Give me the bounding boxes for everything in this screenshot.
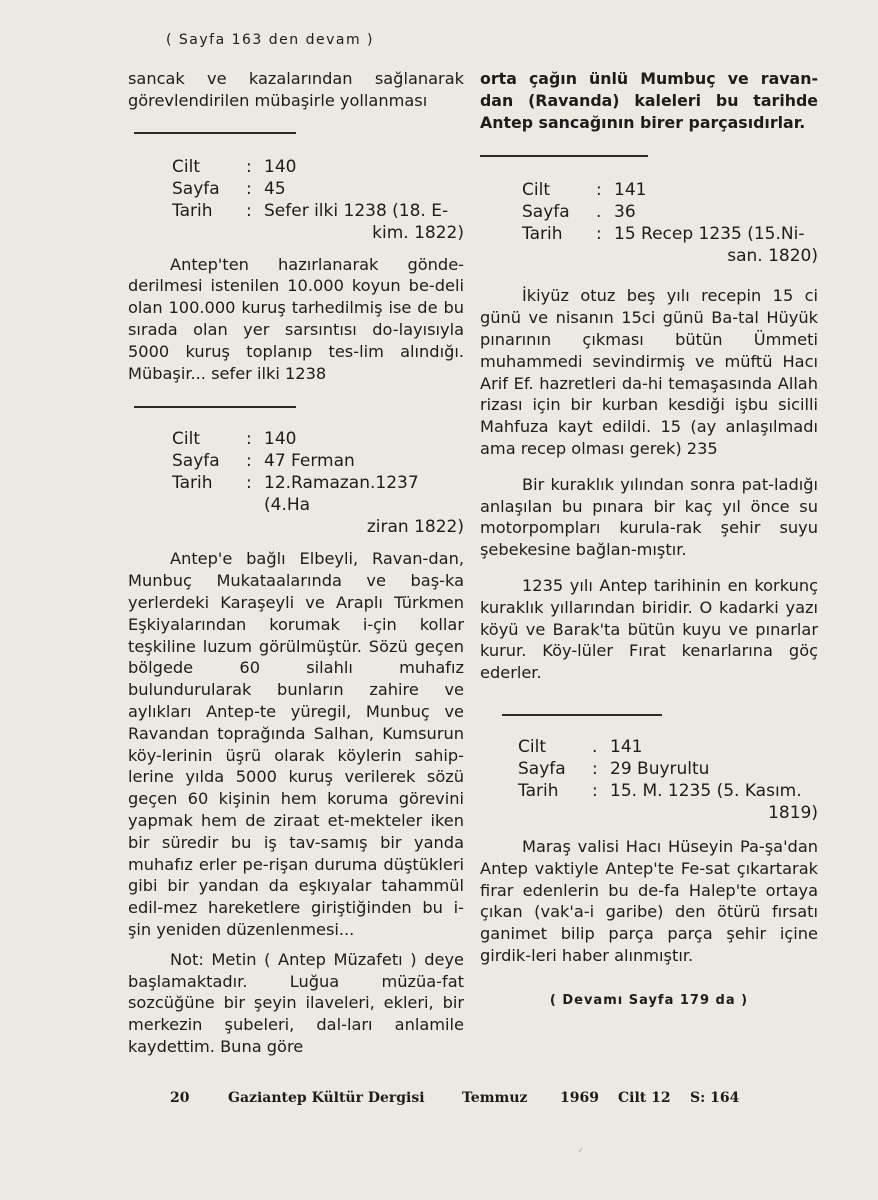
- record-text-3: İkiyüz otuz beş yılı recepin 15 ci günü ve nisanın 15ci günü Ba-tal Hüyük pınarının çıkması bütün Ümmeti muhammedi sevindirmiş ve müftü Hacı Arif Ef. hazretleri da-hi temaşasında Allah rizası için bir kurban kesdiği işbu sicilli Mahfuza kayt edildi. 15 (ay anlaşılmadı ama recep olması gerek) 235: [480, 286, 818, 458]
- issue-month: Temmuz: [462, 1090, 528, 1106]
- tarih-value: 15 Recep 1235 (15.Ni-: [614, 224, 805, 245]
- journal-name: Gaziantep Kültür Dergisi: [228, 1090, 425, 1106]
- tarih-value-continued: 1819): [768, 802, 818, 823]
- volume-number: Cilt 12: [618, 1090, 671, 1106]
- tarih-value: 12.Ramazan.1237 (4.Ha: [264, 473, 419, 516]
- sayfa-value: 36: [614, 202, 636, 223]
- right-column: [480, 68, 818, 1008]
- sayfa-value: 47 Ferman: [264, 451, 355, 472]
- tarih-value: Sefer ilki 1238 (18. E-: [264, 200, 449, 221]
- sayfa-label: Sayfa: [518, 758, 566, 779]
- sayfa-value: 29 Buyrultu: [610, 758, 710, 779]
- section-divider: [134, 132, 296, 134]
- note-paragraph: Not: Metin ( Antep Müzafetı ) deye başlamaktadır. Luğua müzüa-fat sozcüğüne bir şeyin ilaveleri, ekleri, bir merkezin şubeleri, dal-ları anlamile kaydettim. Buna göre: [128, 949, 464, 1056]
- history-paragraph: 1235 yılı Antep tarihinin en korkunç kuraklık yıllarından biridir. O kadarki yazı köyü ve Barak'ta bütün kuyu ve pınarlar kurur. Köy-lüler Fırat kenarlarına göç ederler.: [480, 575, 818, 683]
- cilt-value: 141: [610, 736, 643, 757]
- cilt-label: Cilt: [522, 180, 550, 201]
- record-meta-4: Cilt . 141 Sayfa : 29 Buyrultu Tarih : 15. M. 1235 (5. Kasım. 1819): [518, 736, 818, 823]
- tarih-label: Tarih: [518, 780, 559, 801]
- record-meta-1: Cilt : 140 Sayfa : 45 Tarih : Sefer ilki 1238 (18. E- kim. 1822): [172, 156, 464, 243]
- tarih-label: Tarih: [172, 200, 213, 221]
- sayfa-label: Sayfa: [172, 451, 220, 472]
- section-divider: [134, 406, 296, 408]
- page-number: 20: [170, 1090, 190, 1106]
- section-divider: [480, 155, 648, 157]
- tarih-label: Tarih: [172, 473, 213, 494]
- issue-number: S: 164: [690, 1090, 740, 1106]
- left-column: [128, 68, 464, 1058]
- record-text-1: Antep'ten hazırlanarak gönde-derilmesi istenilen 10.000 koyun be-deli olan 100.000 kuruş tarhedilmiş ise de bu sırada olan yer sarsıntısı do-layısıyla 5000 kuruş toplanıp tes-lim alındığı. Mübaşir... sefer ilki 1238: [128, 254, 464, 383]
- issue-year: 1969: [560, 1090, 599, 1106]
- continued-to-footer: ( Devamı Sayfa 179 da ): [549, 992, 749, 1008]
- record-text-2: Antep'e bağlı Elbeyli, Ravan-dan, Munbuç Mukataalarında ve baş-ka yerlerdeki Karaşeyli ve Araplı Türkmen Eşkiyalarından korumak i-çin kollar teşkiline luzum görülmüştür. Sözü geçen bölgede 60 silahlı muhafız bulundurularak bunların zahire ve aylıkları Antep-te yüregil, Munbuç ve Ravandan toprağında Salhan, Kumsurun köy-lerinin üşrü olarak köylerin sahip-lerine yılda 5000 kuruş verilerek sözü geçen 60 kişinin hem koruma görevini yapmak hem de ziraat et-mekteler iken bir süredir bu iş tav-samış bir yanda muhafız erler pe-rişan duruma düştükleri gibi bir yandan da eşkıyalar tahammül edil-mez hareketlere giriştiğinden bu i-şin yeniden düzenlenmesi...: [128, 549, 464, 939]
- tarih-value: 15. M. 1235 (5. Kasım.: [610, 780, 802, 801]
- continued-from-header: ( Sayfa 163 den devam ): [165, 32, 375, 48]
- tarih-label: Tarih: [522, 224, 563, 245]
- right-intro-paragraph: orta çağın ünlü Mumbuç ve ravan-dan (Ravanda) kaleleri bu tarihde Antep sancağının birer parçasıdırlar.: [480, 69, 818, 132]
- cilt-label: Cilt: [172, 156, 200, 177]
- record-meta-3: Cilt : 141 Sayfa . 36 Tarih : 15 Recep 1235 (15.Ni- san. 1820): [522, 180, 818, 267]
- cilt-label: Cilt: [518, 736, 546, 757]
- sayfa-label: Sayfa: [172, 178, 220, 199]
- drought-paragraph: Bir kuraklık yılından sonra pat-ladığı anlaşılan bu pınara bir kaç yıl önce su motorpompları kurula-rak şehir suyu şebekesine bağlan-mıştır.: [480, 474, 818, 560]
- tarih-value-continued: ziran 1822): [366, 517, 464, 538]
- cilt-label: Cilt: [172, 429, 200, 450]
- tarih-value-continued: san. 1820): [727, 246, 818, 267]
- cilt-value: 140: [264, 429, 297, 450]
- left-intro-paragraph: sancak ve kazalarından sağlanarak görevlendirilen mübaşirle yollanması: [128, 69, 464, 110]
- record-meta-2: Cilt : 140 Sayfa : 47 Ferman Tarih : 12.Ramazan.1237 (4.Ha ziran 1822): [172, 429, 464, 538]
- section-divider: [502, 714, 662, 716]
- sayfa-label: Sayfa: [522, 202, 570, 223]
- stray-mark: ⸝: [578, 1143, 583, 1154]
- cilt-value: 140: [264, 156, 297, 177]
- cilt-value: 141: [614, 180, 647, 201]
- sayfa-value: 45: [264, 178, 286, 199]
- record-text-4: Maraş valisi Hacı Hüseyin Pa-şa'dan Antep vaktiyle Antep'te Fe-sat çıkartarak firar edenlerin bu de-fa Halep'te ortaya çıkan (vak'a-i garibe) den ötürü fırsatı ganimet bilip parça parça şehir içine girdik-leri haber alınmıştır.: [480, 836, 818, 965]
- tarih-value-continued: kim. 1822): [372, 222, 464, 243]
